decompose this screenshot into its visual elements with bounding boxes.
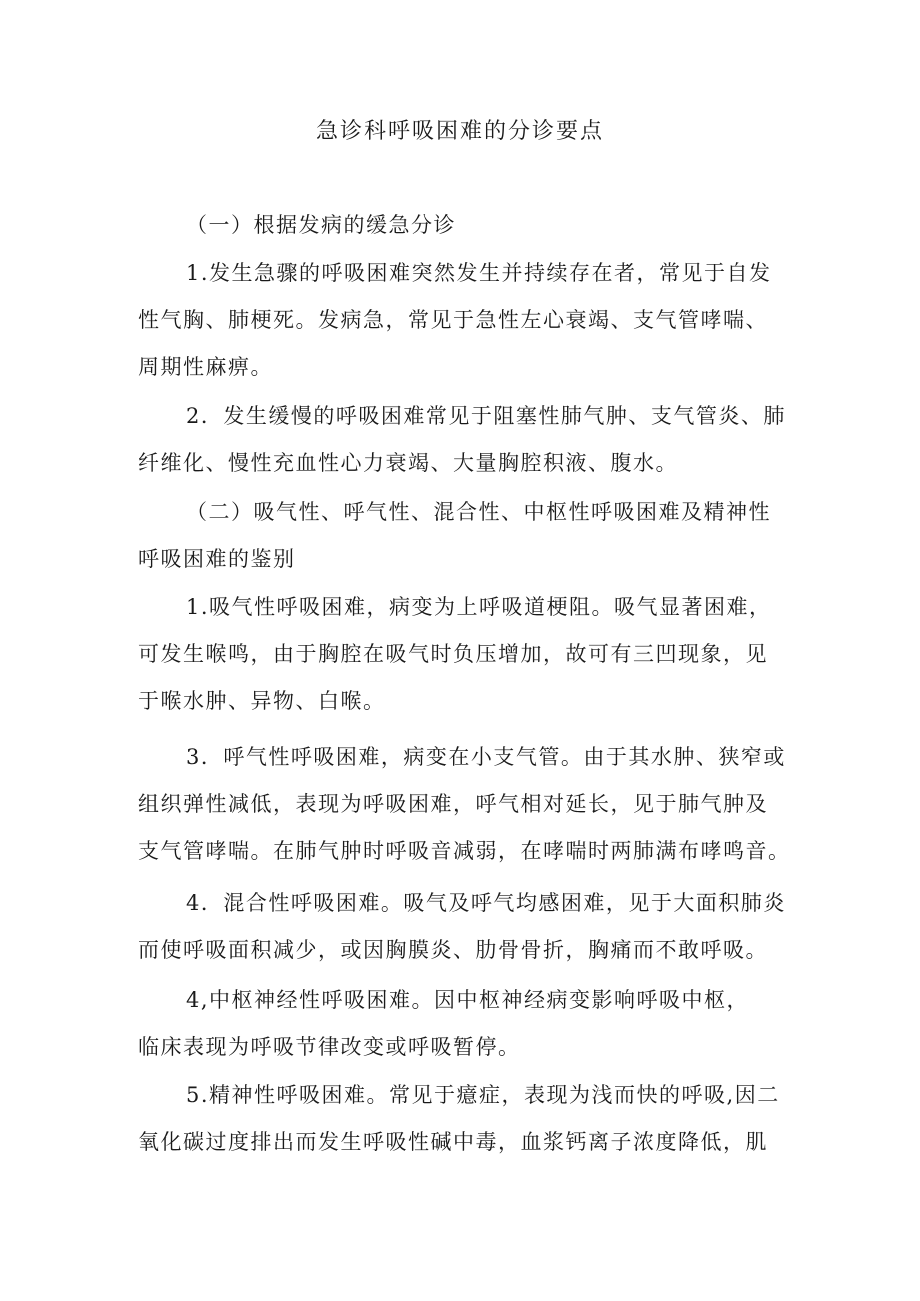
section-heading-2	[138, 489, 798, 583]
text-line: 纤维化、慢性充血性心力衰竭、大量胸腔积液、腹水。	[138, 451, 678, 475]
document-title: 急诊科呼吸困难的分诊要点	[315, 119, 604, 144]
text-line: 而使呼吸面积减少，或因胸膜炎、肋骨骨折，胸痛而不敢呼吸。	[138, 938, 768, 962]
text-line: 组织弹性减低，表现为呼吸困难，呼气相对延长，见于肺气肿及	[138, 792, 768, 816]
paragraph	[138, 1072, 798, 1166]
text-line: 3．呼气性呼吸困难，病变在小支气管。由于其水肿、狭窄或	[186, 745, 786, 769]
section-heading-1	[138, 202, 798, 249]
text-line: 4．混合性呼吸困难。吸气及呼气均感困难，见于大面积肺炎	[186, 891, 786, 915]
paragraph	[138, 393, 798, 487]
text-line: 1.吸气性呼吸困难，病变为上呼吸道梗阻。吸气显著困难，	[186, 595, 772, 619]
text-line: 2．发生缓慢的呼吸困难常见于阻塞性肺气肿、支气管炎、肺	[186, 404, 786, 428]
paragraph	[138, 734, 798, 875]
paragraph	[138, 977, 798, 1071]
text-line: 呼吸困难的鉴别	[138, 547, 296, 571]
paragraph	[138, 584, 798, 725]
text-line: 于喉水肿、异物、白喉。	[138, 689, 386, 713]
text-line: 可发生喉鸣，由于胸腔在吸气时负压增加，故可有三凹现象，见	[138, 642, 768, 666]
text-line: 支气管哮喘。在肺气肿时呼吸音减弱，在哮喘时两肺满布哮鸣音。	[138, 839, 791, 863]
paragraph	[138, 880, 798, 974]
text-line: 临床表现为呼吸节律改变或呼吸暂停。	[138, 1035, 521, 1059]
text-line: 性气胸、肺梗死。发病急，常见于急性左心衰竭、支气管哮喘、	[138, 308, 768, 332]
text-line: 1.发生急骤的呼吸困难突然发生并持续存在者，常见于自发	[186, 261, 772, 285]
text-line: 周期性麻痹。	[138, 355, 273, 379]
text-line: 5.精神性呼吸困难。常见于癔症，表现为浅而快的呼吸,因二	[186, 1083, 780, 1107]
text-line: （二）吸气性、呼气性、混合性、中枢性呼吸困难及精神性	[186, 500, 771, 524]
text-line: 氧化碳过度排出而发生呼吸性碱中毒，血浆钙离子浓度降低，肌	[138, 1130, 768, 1154]
text-line: （一）根据发病的缓急分诊	[186, 213, 456, 237]
text-line: 4,中枢神经性呼吸困难。因中枢神经病变影响呼吸中枢，	[186, 988, 750, 1012]
paragraph	[138, 250, 798, 391]
